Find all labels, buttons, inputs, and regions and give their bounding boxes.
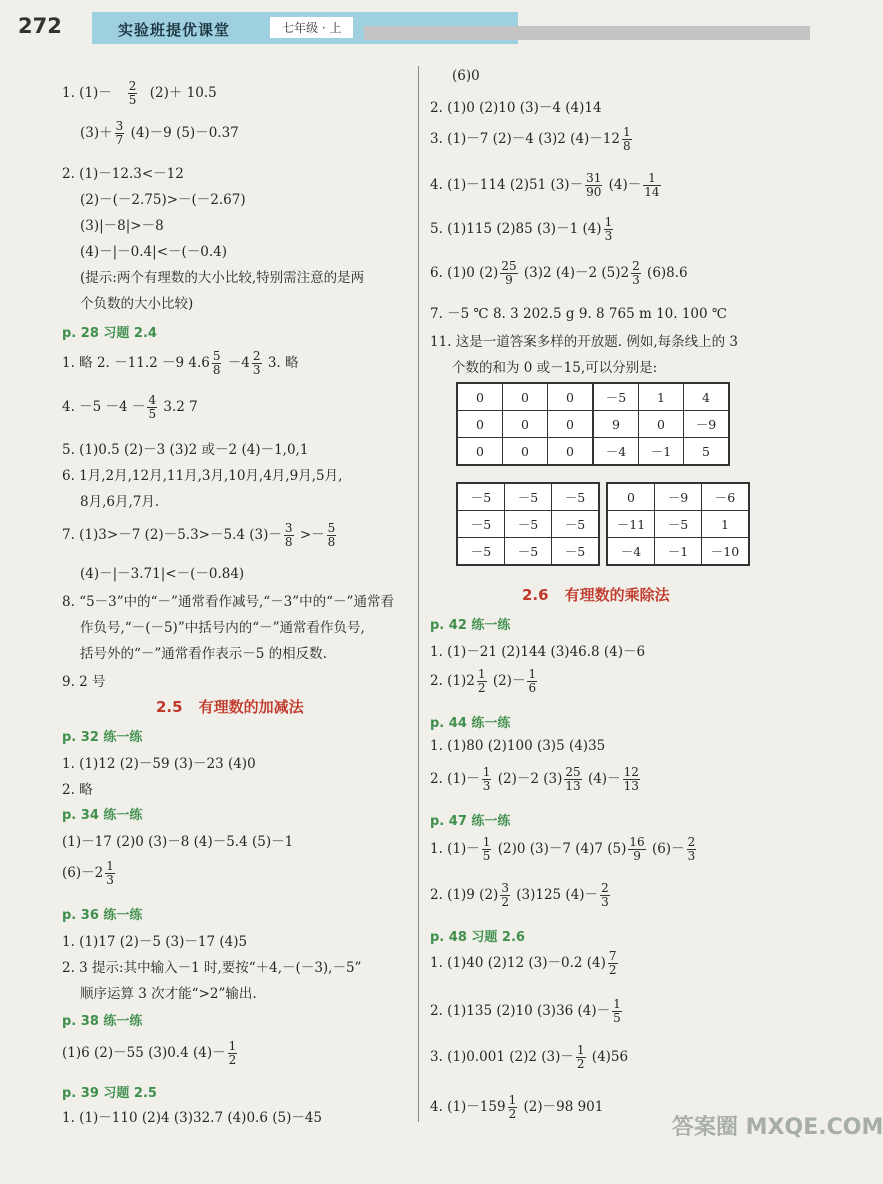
answer-line: 1. (1)－110 (2)4 (3)32.7 (4)0.6 (5)－45	[62, 1110, 323, 1126]
watermark: 答案圈 MXQE.COM	[672, 1115, 883, 1140]
answer-line: 4. (1)－159 $\frac{1}{2}$ (2)－98 901	[430, 1093, 604, 1122]
answer-line: 2. 略	[62, 782, 93, 798]
answer-line: (3)＋ $\frac{3}{7}$ (4)－9 (5)－0.37	[80, 119, 239, 148]
answer-line: 2. (1)－ $\frac{1}{3}$ (2)－2 (3) $\frac{25}{13}$ (4)－ $\frac{12}{13}$	[430, 765, 639, 794]
section-heading: 2.5 有理数的加减法	[156, 698, 304, 716]
answer-line: 9. 2 号	[62, 674, 106, 690]
section-heading: 2.6 有理数的乘除法	[522, 586, 670, 604]
answer-line: 1. (1)－21 (2)144 (3)46.8 (4)－6	[430, 644, 646, 660]
answer-line: (2)－(－2.75)>－(－2.67)	[80, 192, 246, 208]
answer-line: (6)－2 $\frac{1}{3}$	[62, 859, 114, 888]
answer-line: 7. －5 ℃ 8. 3 202.5 g 9. 8 765 m 10. 100 ℃	[430, 306, 727, 322]
answer-line: 11. 这是一道答案多样的开放题. 例如,每条线上的 3	[430, 334, 739, 350]
answer-line: 1. (1)12 (2)－59 (3)－23 (4)0	[62, 756, 256, 772]
answer-line: (6)0	[452, 68, 480, 84]
answer-line: (1)6 (2)－55 (3)0.4 (4)－ $\frac{1}{2}$	[62, 1039, 237, 1068]
answer-line: 8月,6月,7月.	[80, 494, 160, 510]
column-divider	[418, 66, 419, 1122]
header-stripe	[364, 26, 810, 40]
number-grid-3: －5 －5 －5 －5 －5 －5 －5 －5 －5	[456, 482, 600, 566]
answer-line: 5. (1)115 (2)85 (3)－1 (4) $\frac{1}{3}$	[430, 215, 613, 244]
hint-line: (提示:两个有理数的大小比较,特别需注意的是两	[80, 270, 365, 286]
answer-line: 5. (1)0.5 (2)－3 (3)2 或－2 (4)－1,0,1	[62, 442, 309, 458]
answer-line: 3. (1)－7 (2)－4 (3)2 (4)－12 $\frac{1}{8}$	[430, 125, 631, 154]
answer-line: 7. (1)3>－7 (2)－5.3>－5.4 (3)－ $\frac{3}{8}$ >－ $\frac{5}{8}$	[62, 521, 336, 550]
answer-line: 2. 3 提示:其中输入－1 时,要按“＋4,－(－3),－5”	[62, 960, 362, 976]
answer-line: 作负号,“－(－5)”中括号内的“－”通常看作负号,	[80, 620, 365, 636]
section-label: p. 48 习题 2.6	[430, 930, 525, 945]
book-title: 实验班提优课堂	[118, 21, 231, 39]
answer-line: 3. (1)0.001 (2)2 (3)－ $\frac{1}{2}$ (4)56	[430, 1043, 629, 1072]
answer-line: 顺序运算 3 次才能“>2”输出.	[80, 986, 257, 1002]
answer-line: 括号外的“－”通常看作表示－5 的相反数.	[80, 646, 327, 662]
answer-line: 4. (1)－114 (2)51 (3)－ $\frac{31}{90}$ (4)－ $\frac{1}{14}$	[430, 171, 660, 200]
section-label: p. 44 练一练	[430, 716, 511, 731]
section-label: p. 34 练一练	[62, 808, 143, 823]
answer-line: 2. (1)135 (2)10 (3)36 (4)－ $\frac{1}{5}$	[430, 997, 621, 1026]
answer-line: 2. (1)9 (2) $\frac{3}{2}$ (3)125 (4)－ $\frac{2}{3}$	[430, 881, 609, 910]
answer-line: 8. “5－3”中的“－”通常看作减号,“－3”中的“－”通常看	[62, 594, 394, 610]
hint-line: 个负数的大小比较)	[80, 296, 194, 312]
number-grid-2: －5 1 4 9 0 －9 －4 －1 5	[592, 382, 730, 466]
answer-line: 2. (1)0 (2)10 (3)－4 (4)14	[430, 100, 602, 116]
page-number: 272	[18, 14, 62, 38]
answer-line: 2. (1)－12.3<－12	[62, 166, 184, 182]
answer-line: (3)|－8|>－8	[80, 218, 164, 234]
number-grid-4: 0 －9 －6 －11 －5 1 －4 －1 －10	[606, 482, 750, 566]
section-label: p. 36 练一练	[62, 908, 143, 923]
section-label: p. 42 练一练	[430, 618, 511, 633]
section-label: p. 39 习题 2.5	[62, 1086, 157, 1101]
answer-line: 1. (1)－ $\frac{2}{5}$ (2)＋ 10.5	[62, 79, 217, 108]
answer-line: 1. (1)80 (2)100 (3)5 (4)35	[430, 738, 606, 754]
answer-line: 1. (1)－ $\frac{1}{5}$ (2)0 (3)－7 (4)7 (5) $\frac{16}{9}$ (6)－ $\frac{2}{3}$	[430, 835, 696, 864]
answer-line: 1. 略 2. －11.2 －9 4.6 $\frac{5}{8}$ －4 $\frac{2}{3}$ 3. 略	[62, 349, 299, 378]
section-label: p. 38 练一练	[62, 1014, 143, 1029]
answer-line: (1)－17 (2)0 (3)－8 (4)－5.4 (5)－1	[62, 834, 294, 850]
answer-line: 2. (1)2 $\frac{1}{2}$ (2)－ $\frac{1}{6}$	[430, 667, 537, 696]
page-header	[0, 0, 810, 46]
number-grid-1: 0 0 0 0 0 0 0 0 0	[456, 382, 594, 466]
grade-label: 七年级 · 上	[270, 17, 353, 38]
answer-line: 1. (1)17 (2)－5 (3)－17 (4)5	[62, 934, 248, 950]
answer-line: (4)－|－0.4|<－(－0.4)	[80, 244, 228, 260]
section-label: p. 47 练一练	[430, 814, 511, 829]
answer-line: 4. －5 －4 － $\frac{4}{5}$ 3.2 7	[62, 393, 198, 422]
answer-line: 6. 1月,2月,12月,11月,3月,10月,4月,9月,5月,	[62, 468, 343, 484]
answer-line: (4)－|－3.71|<－(－0.84)	[80, 566, 245, 582]
section-label: p. 32 练一练	[62, 730, 143, 745]
answer-line: 个数的和为 0 或－15,可以分别是:	[452, 360, 658, 376]
section-label: p. 28 习题 2.4	[62, 326, 157, 341]
answer-line: 1. (1)40 (2)12 (3)－0.2 (4) $\frac{7}{2}$	[430, 949, 617, 978]
answer-line: 6. (1)0 (2) $\frac{25}{9}$ (3)2 (4)－2 (5)2 $\frac{2}{3}$ (6)8.6	[430, 259, 688, 288]
